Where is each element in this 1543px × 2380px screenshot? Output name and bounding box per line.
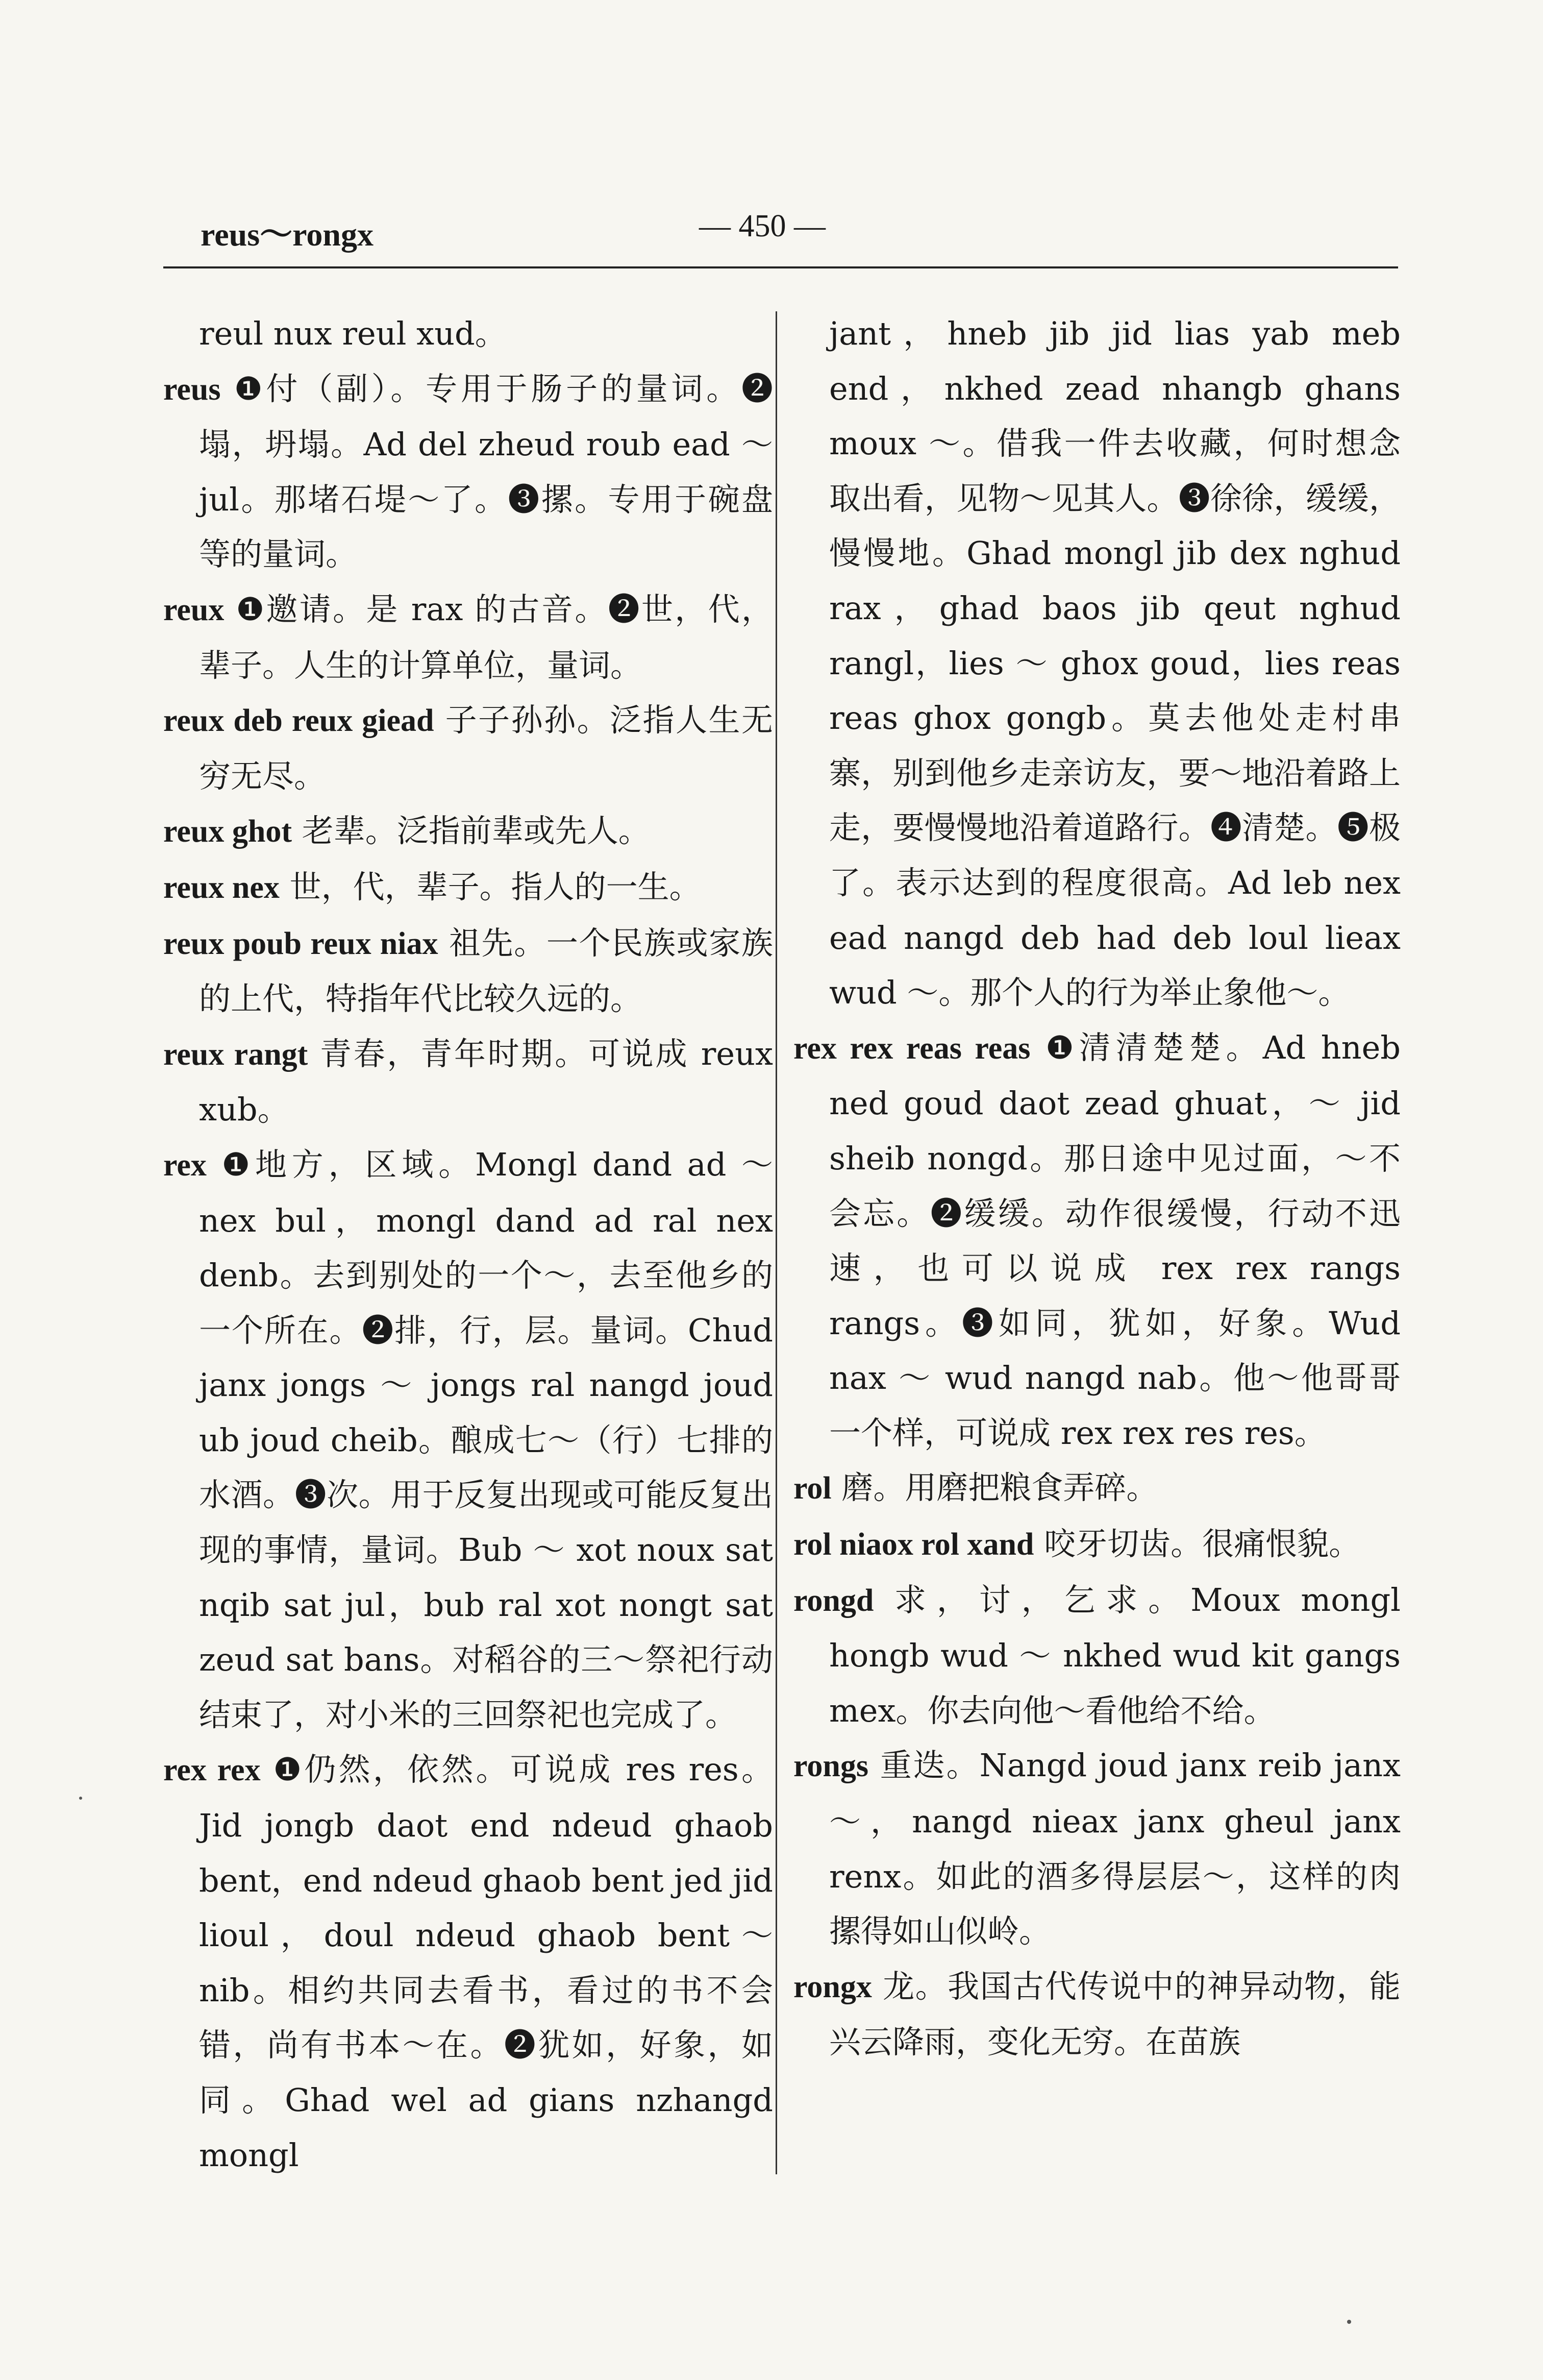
entry-headword: rol — [793, 1471, 832, 1506]
dictionary-entry — [163, 361, 773, 582]
entry-definition: jant，hneb jib jid lias yab meb end，nkhed zead nhangb ghans moux ～。借我一件去收藏，何时想念取出看，见物～见其人。❸徐徐，缓缓，慢慢地。Ghad mongl jib dex nghud rax，ghad baos jib qeut nghud rangl，lies ～ ghox goud，lies reas reas ghox gongb。莫去他处走村串寨，别到他乡走亲访友，要～地沿着路上走，要慢慢地沿着道路行。❹清楚。❺极了。表示达到的程度很高。Ad leb nex ead nangd deb had deb loul lieax wud ～。那个人的行为举止象他～。 — [829, 315, 1401, 1012]
dictionary-entry — [163, 693, 773, 803]
entry-headword: reux nex — [163, 870, 280, 905]
entry-headword: reux deb reux giead — [163, 703, 434, 739]
dictionary-entry — [793, 1573, 1401, 1738]
column-divider — [776, 311, 777, 2174]
entry-headword: reux rangt — [163, 1037, 308, 1072]
entry-definition: 求，讨，乞求。Moux mongl hongb wud ～ nkhed wud kit gangs mex。你去向他～看他给不给。 — [829, 1581, 1401, 1729]
dictionary-entry — [163, 860, 773, 916]
entry-headword: reux — [163, 592, 225, 627]
dictionary-entry — [163, 1026, 773, 1137]
entry-definition: ❶地方，区域。Mongl dand ad ～ nex bul，mongl dand ad ral nex denb。去到别处的一个～，去至他乡的一个所在。❷排，行，层。量词。Chud janx jongs ～ jongs ral nangd joud ub joud cheib。酿成七～（行）七排的水酒。❸次。用于反复出现或可能反复出现的事情，量词。Bub ～ xot noux sat nqib sat jul，bub ral xot nongt sat zeud sat bans。对稻谷的三～祭祀行动结束了，对小米的三回祭祀也完成了。 — [199, 1145, 773, 1733]
entry-definition: 子子孙孙。泛指人生无穷无尽。 — [199, 701, 773, 795]
print-speck — [1347, 2320, 1351, 2324]
dictionary-entry — [163, 1742, 773, 2182]
dictionary-entry — [793, 1738, 1401, 1958]
header-rule — [163, 266, 1398, 268]
entry-headword: reus — [163, 372, 221, 407]
dictionary-entry — [163, 916, 773, 1026]
page-number: — 450 — — [699, 209, 826, 243]
dictionary-entry — [793, 1020, 1401, 1461]
dictionary-entry — [793, 306, 1401, 1020]
running-head: reus～rongx — [201, 216, 374, 253]
entry-definition: ❶仍然，依然。可说成 res res。Jid jongb daot end ndeud ghaob bent，end ndeud ghaob bent jed jid lioul，doul ndeud ghaob bent～ nib。相约共同去看书，看过的书不会错，尚有书本～在。❷犹如，好象，如同。Ghad wel ad gians nzhangd mongl — [199, 1751, 773, 2174]
dictionary-entry — [163, 803, 773, 860]
left-column — [163, 306, 773, 2182]
dictionary-entry — [163, 582, 773, 693]
entry-definition: ❶邀请。是 rax 的古音。❷世，代，辈子。人生的计算单位，量词。 — [199, 590, 773, 684]
entry-definition: 重迭。Nangd joud janx reib janx ～，nangd nieax janx gheul janx renx。如此的酒多得层层～，这样的肉摞得如山似岭。 — [829, 1747, 1401, 1950]
entry-headword: rex rex — [163, 1753, 261, 1788]
entry-definition: 青春，青年时期。可说成 reux xub。 — [199, 1035, 774, 1128]
entry-definition: 世，代，辈子。指人的一生。 — [289, 868, 701, 905]
entry-headword: rex rex reas reas — [793, 1030, 1031, 1066]
entry-headword: rongs — [793, 1749, 869, 1784]
right-column — [793, 306, 1401, 2070]
entry-definition: 咬牙切齿。很痛恨貌。 — [1044, 1525, 1361, 1563]
print-speck — [79, 1797, 82, 1800]
dictionary-entry — [793, 1516, 1401, 1573]
entry-headword: rol niaox rol xand — [793, 1527, 1034, 1562]
dictionary-entry — [163, 1137, 773, 1743]
entry-definition: 老辈。泛指前辈或先人。 — [302, 812, 650, 850]
entry-headword: rongd — [793, 1583, 874, 1618]
entry-definition: reul nux reul xud。 — [199, 315, 507, 352]
entry-definition: 龙。我国古代传说中的神异动物，能兴云降雨，变化无穷。在苗族 — [829, 1967, 1401, 2061]
entry-definition: 磨。用磨把粮食弄碎。 — [841, 1469, 1158, 1507]
entry-headword: reux poub reux niax — [163, 926, 438, 961]
dictionary-entry — [793, 1460, 1401, 1516]
entry-definition: ❶付（副）。专用于肠子的量词。❷塌，坍塌。Ad del zheud roub ead ～jul。那堵石堤～了。❸摞。专用于碗盘等的量词。 — [199, 370, 773, 573]
entry-headword: reux ghot — [163, 814, 292, 849]
entry-definition: ❶清清楚楚。Ad hneb ned goud daot zead ghuat，～ jid sheib nongd。那日途中见过面，～不会忘。❷缓缓。动作很缓慢，行动不迅速，也可以说成 rex rex rangs rangs。❸如同，犹如，好象。Wud nax ～ wud nangd nab。他～他哥哥一个样，可说成 rex rex res res。 — [829, 1028, 1401, 1452]
entry-headword: rex — [163, 1147, 207, 1183]
entry-definition: 祖先。一个民族或家族的上代，特指年代比较久远的。 — [199, 924, 773, 1018]
dictionary-entry — [163, 306, 773, 361]
entry-headword: rongx — [793, 1969, 872, 2004]
dictionary-entry — [793, 1959, 1401, 2070]
